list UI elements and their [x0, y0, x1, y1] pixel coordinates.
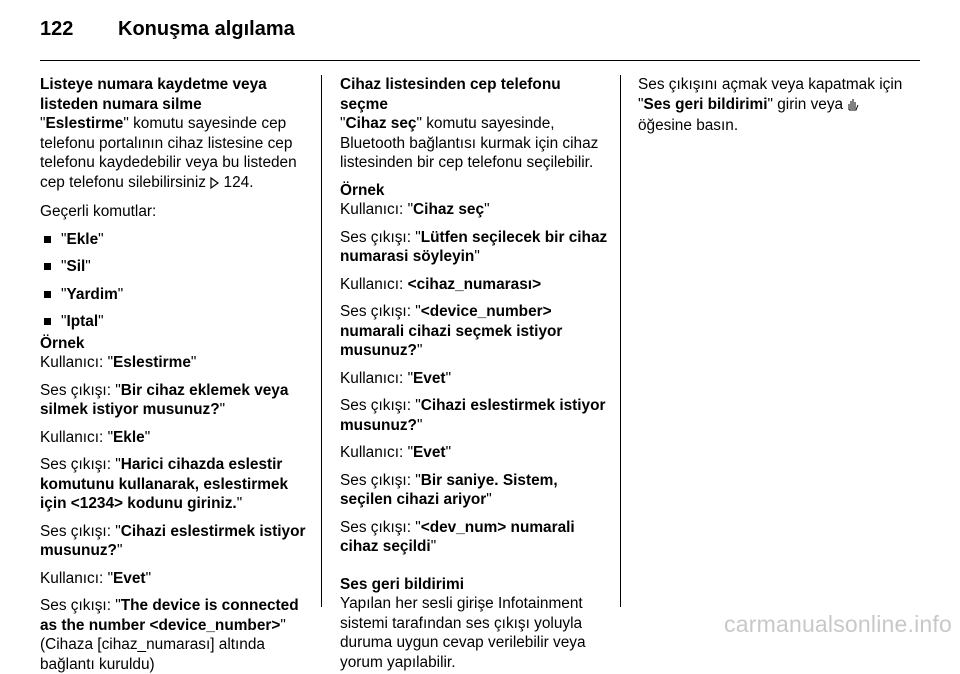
dialog-system: Ses çıkışı: "The device is connected as the number <device_number>" — [40, 597, 299, 634]
column-3 — [638, 75, 908, 136]
dialog-user: Kullanıcı: <cihaz_numarası> — [340, 275, 542, 293]
example-title: Örnek — [340, 181, 385, 199]
feedback-paragraph: Yapılan her sesli girişe Infotainment sistemi tarafından ses çıkışı yoluyla duruma uygun cevap verilebilir veya yorum yapılabilir. — [340, 595, 586, 671]
column-divider-1 — [321, 75, 322, 607]
watermark: carmanualsonline.info — [724, 611, 952, 637]
page-reference: 124. — [223, 173, 254, 191]
intro-paragraph: "Cihaz seç" komutu sayesinde, Bluetooth bağlantısı kurmak için cihaz listesinden bir cep telefonu seçilebilir. — [340, 115, 599, 171]
section-heading-select: Cihaz listesinden cep telefonu seçme — [340, 76, 561, 113]
page-number: 122 — [40, 18, 74, 40]
section-heading-feedback: Ses geri bildirimi — [340, 575, 465, 593]
dialog-system: Ses çıkışı: "Bir cihaz eklemek veya silmek istiyor musunuz?" — [40, 381, 289, 418]
dialog-user: Kullanıcı: "Evet" — [340, 369, 452, 387]
dialog-user: Kullanıcı: "Cihaz seç" — [340, 201, 490, 218]
dialog-system: Ses çıkışı: "Cihazi eslestirmek istiyor musunuz?" — [40, 522, 306, 559]
header-divider — [40, 60, 920, 61]
command-cihaz-sec: Cihaz seç — [345, 115, 417, 132]
valid-commands-label: Geçerli komutlar: — [40, 203, 157, 220]
dialog-system: Ses çıkışı: "<device_number> numarali cihazi seçmek istiyor musunuz?" — [340, 303, 563, 359]
list-item: "Iptal" — [40, 312, 308, 332]
page-title: Konuşma algılama — [118, 18, 295, 40]
intro-paragraph: "Eslestirme" komutu sayesinde cep telefonu portalının cihaz listesine cep telefonu kaydedebilir veya bu listeden cep telefonu silebilirsiniz 124. — [40, 114, 308, 194]
dialog-user: Kullanıcı: "Ekle" — [40, 428, 151, 446]
page-header — [40, 18, 295, 54]
list-item: "Sil" — [40, 257, 308, 277]
section-heading-list: Listeye numara kaydetme veya listeden numara silme — [40, 76, 267, 113]
list-item: "Ekle" — [40, 230, 308, 250]
dialog-user: Kullanıcı: "Evet" — [40, 569, 152, 587]
command-ses-geri-bildirimi: Ses geri bildirimi — [643, 95, 768, 113]
dialog-user: Kullanıcı: "Evet" — [340, 444, 452, 461]
list-item: "Yardim" — [40, 285, 308, 305]
column-divider-2 — [620, 75, 621, 607]
dialog-system: Ses çıkışı: "Harici cihazda eslestir komutunu kullanarak, eslestirmek için <1234> kodunu giriniz." — [40, 456, 289, 512]
voice-hand-icon — [847, 97, 859, 117]
dialog-system: Ses çıkışı: "Lütfen seçilecek bir cihaz numarasi söyleyin" — [340, 228, 608, 265]
example-title: Örnek — [40, 334, 85, 352]
dialog-user: Kullanıcı: "Eslestirme" — [40, 354, 197, 371]
feedback-toggle-paragraph: Ses çıkışını açmak veya kapatmak için "Ses geri bildirimi" girin veya öğesine basın. — [638, 76, 903, 134]
dialog-system: Ses çıkışı: "Bir saniye. Sistem, seçilen cihazi ariyor" — [340, 471, 558, 508]
dialog-system: Ses çıkışı: "Cihazi eslestirmek istiyor musunuz?" — [340, 397, 606, 434]
dialog-system: Ses çıkışı: "<dev_num> numarali cihaz seçildi" — [340, 518, 575, 555]
page-ref-arrow-icon — [210, 175, 219, 195]
column-1 — [40, 75, 308, 674]
column-2 — [340, 75, 608, 672]
translation-note: (Cihaza [cihaz_numarası] altında bağlantı kuruldu) — [40, 636, 265, 673]
command-eslestirme: Eslestirme — [45, 115, 124, 132]
